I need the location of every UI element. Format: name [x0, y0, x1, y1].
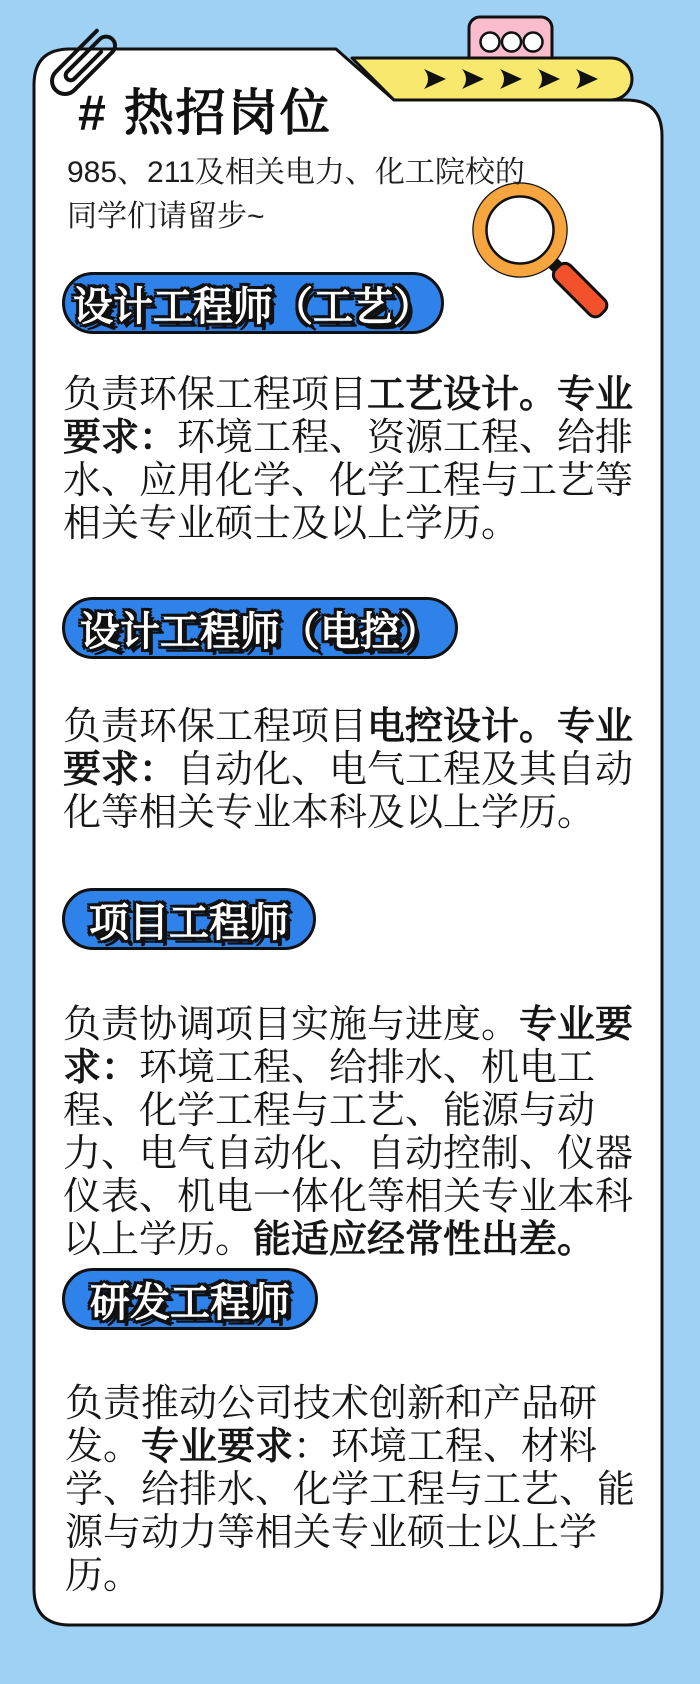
job-description: 负责环保工程项目工艺设计。专业要求：环境工程、资源工程、给排水、应用化学、化学工程与工艺等相关专业硕士及以上学历。: [63, 374, 634, 545]
job-badge-electrical-design-engineer: [62, 597, 458, 659]
subtitle-line: 985、211及相关电力、化工院校的: [67, 156, 525, 189]
job-description: 负责环保工程项目电控设计。专业要求：自动化、电气工程及其自动化等相关专业本科及以上学历。: [63, 706, 634, 834]
tab-hole-icon: [502, 33, 521, 52]
job-badge-rnd-engineer: [62, 1268, 318, 1330]
job-badge-label: 研发工程师: [90, 1280, 290, 1325]
job-badge-label: 设计工程师（电控）: [80, 609, 440, 654]
job-badge-process-design-engineer: [62, 272, 444, 334]
job-description: 负责推动公司技术创新和产品研发。专业要求：环境工程、材料学、给排水、化学工程与工艺、能源与动力等相关专业硕士以上学历。: [65, 1383, 636, 1597]
page-title: # 热招岗位: [78, 85, 332, 141]
job-badge-label: 项目工程师: [89, 900, 289, 945]
subtitle-line: 同学们请留步~: [67, 200, 265, 233]
tab-hole-icon: [481, 33, 500, 52]
subtitle: [67, 151, 525, 239]
arrow-strip: [352, 58, 632, 100]
job-badge-label: 设计工程师（工艺）: [73, 284, 433, 329]
job-badge-project-engineer: [62, 888, 316, 950]
job-description: 负责协调项目实施与进度。专业要求：环境工程、给排水、机电工程、化学工程与工艺、能源与动力、电气自动化、自动控制、仪器仪表、机电一体化等相关专业本科以上学历。能适应经常性出差。: [63, 1004, 634, 1261]
tab-hole-icon: [524, 33, 543, 52]
